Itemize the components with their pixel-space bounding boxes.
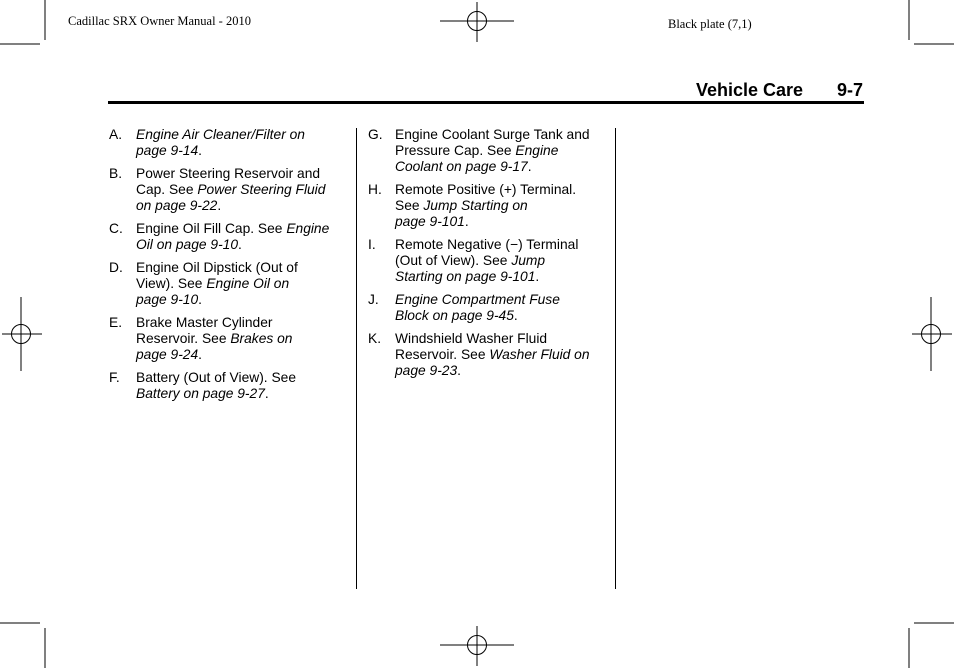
legend-text: (Out of View). See — [395, 253, 512, 268]
legend-text: Battery (Out of View). See — [136, 370, 297, 385]
legend-text: Cap. See — [136, 182, 198, 197]
header-rule — [108, 101, 864, 104]
legend-item — [368, 331, 608, 379]
legend-text-line — [136, 143, 349, 159]
legend-letter: D. — [109, 260, 123, 275]
legend-text: . — [457, 363, 461, 378]
section-title: Vehicle Care — [696, 80, 804, 100]
cross-reference-text: page 9-23 — [395, 363, 458, 378]
legend-text: See — [395, 198, 424, 213]
legend-text-line — [395, 253, 608, 269]
legend-letter: E. — [109, 315, 123, 330]
legend-letter: I. — [368, 237, 376, 252]
legend-text: Brake Master Cylinder — [136, 315, 273, 330]
legend-text: . — [198, 143, 202, 158]
legend-text-line — [395, 269, 608, 285]
legend-text-line — [395, 198, 608, 214]
legend-item — [109, 127, 349, 159]
legend-item — [109, 370, 349, 402]
legend-letter: A. — [109, 127, 123, 142]
cross-reference-text: Engine — [515, 143, 559, 158]
legend-text-line — [395, 159, 608, 175]
running-header-right: Black plate (7,1) — [668, 17, 752, 31]
legend-text: Remote Positive (+) Terminal. — [395, 182, 577, 197]
legend-text-line — [136, 276, 349, 292]
legend-text: . — [535, 269, 540, 284]
cross-reference-text: Oil on page 9-10 — [136, 237, 239, 252]
legend-text-line — [395, 127, 608, 143]
cross-reference-text: Engine Compartment Fuse — [395, 292, 560, 307]
legend-item — [368, 182, 608, 230]
legend-text-line — [395, 292, 608, 308]
registration-mark-top — [437, 2, 517, 42]
cross-reference-text: page 9-24 — [136, 347, 199, 362]
legend-item — [368, 127, 608, 175]
cross-reference-text: on page 9-22 — [136, 198, 218, 213]
cross-reference-text: Battery on page 9-27 — [136, 386, 265, 401]
legend-text: . — [238, 237, 242, 252]
legend-letter: J. — [368, 292, 379, 307]
legend-text: . — [217, 198, 222, 213]
legend-text: . — [198, 292, 202, 307]
cross-reference-text: Engine Air Cleaner/Filter on — [136, 127, 305, 142]
legend-item — [368, 237, 608, 285]
legend-text-line — [136, 315, 349, 331]
legend-text: Remote Negative (−) Terminal — [395, 237, 579, 252]
legend-item — [109, 260, 349, 308]
legend-text: . — [464, 214, 469, 229]
legend-text-line — [136, 198, 349, 214]
legend-text-line — [395, 237, 608, 253]
legend-text-line — [136, 221, 349, 237]
legend-text-line — [395, 331, 608, 347]
cross-reference-text: page 9-10 — [136, 292, 199, 307]
legend-text: . — [513, 308, 518, 323]
legend-text-line — [395, 214, 608, 230]
cross-reference-text: Engine — [286, 221, 330, 236]
legend-text-line — [395, 347, 608, 363]
cross-reference-text: Jump — [511, 253, 546, 268]
legend-text: Windshield Washer Fluid — [395, 331, 548, 346]
legend-text-line — [395, 308, 608, 324]
legend-letter: F. — [109, 370, 120, 385]
legend-text: Engine Oil Dipstick (Out of — [136, 260, 298, 275]
legend-text-line — [136, 127, 349, 143]
legend-text: Pressure Cap. See — [395, 143, 516, 158]
legend-text-line — [136, 292, 349, 308]
legend-item — [368, 292, 608, 324]
legend-item — [109, 166, 349, 214]
cross-reference-text: Block on page 9-45 — [395, 308, 514, 323]
legend-text-line — [136, 237, 349, 253]
column-divider — [356, 128, 357, 589]
legend-letter: H. — [368, 182, 382, 197]
legend-column-middle — [368, 127, 608, 386]
cross-reference-text: page 9-14 — [136, 143, 199, 158]
cross-reference-text: Jump Starting on — [423, 198, 528, 213]
legend-item — [109, 315, 349, 363]
registration-mark-left — [2, 294, 42, 374]
cross-reference-text: Power Steering Fluid — [197, 182, 326, 197]
page-number: 9-7 — [837, 80, 864, 100]
cross-reference-text: Washer Fluid on — [489, 347, 590, 362]
legend-text: Engine Coolant Surge Tank and — [395, 127, 590, 142]
legend-letter: C. — [109, 221, 123, 236]
legend-text: . — [527, 159, 532, 174]
legend-text-line — [395, 363, 608, 379]
column-divider — [615, 128, 616, 589]
legend-text-line — [136, 370, 349, 386]
cross-reference-text: page 9-101 — [395, 214, 465, 229]
cross-reference-text: Engine Oil on — [206, 276, 290, 291]
legend-text: Reservoir. See — [136, 331, 231, 346]
legend-text: Reservoir. See — [395, 347, 490, 362]
legend-text-line — [395, 182, 608, 198]
registration-mark-right — [912, 294, 952, 374]
cross-reference-text: Brakes on — [230, 331, 293, 346]
legend-column-left — [109, 127, 349, 409]
legend-text-line — [136, 331, 349, 347]
legend-letter: K. — [368, 331, 382, 346]
legend-text: Power Steering Reservoir and — [136, 166, 321, 181]
legend-text-line — [136, 386, 349, 402]
legend-text: Engine Oil Fill Cap. See — [136, 221, 287, 236]
cross-reference-text: Starting on page 9-101 — [395, 269, 536, 284]
legend-letter: G. — [368, 127, 383, 142]
running-header-left: Cadillac SRX Owner Manual - 2010 — [68, 14, 251, 28]
legend-text-line — [395, 143, 608, 159]
legend-text-line — [136, 182, 349, 198]
legend-text: . — [198, 347, 202, 362]
cross-reference-text: Coolant on page 9-17 — [395, 159, 528, 174]
legend-item — [109, 221, 349, 253]
legend-text-line — [136, 166, 349, 182]
legend-letter: B. — [109, 166, 123, 181]
legend-text-line — [136, 260, 349, 276]
legend-text: . — [264, 386, 269, 401]
legend-text: View). See — [136, 276, 207, 291]
legend-text-line — [136, 347, 349, 363]
registration-mark-bottom — [437, 626, 517, 666]
